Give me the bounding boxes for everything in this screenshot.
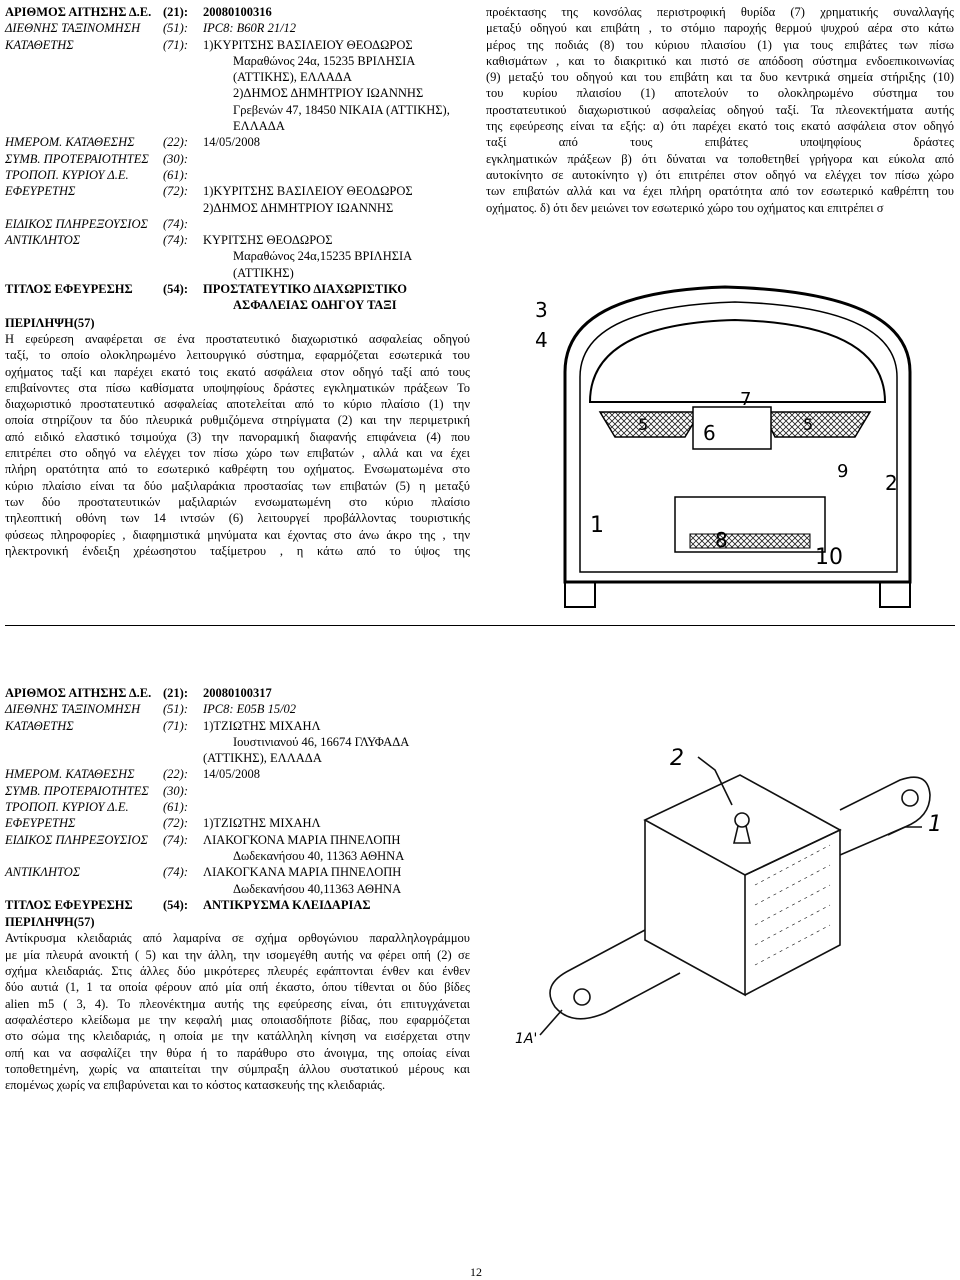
field-code: (30): bbox=[163, 783, 188, 798]
field-label: ΤΡΟΠΟΠ. ΚΥΡΙΟΥ Δ.Ε. bbox=[5, 167, 129, 182]
entry1-title-row bbox=[5, 281, 470, 297]
entry2-inventor-row bbox=[5, 815, 470, 831]
abstract-line: επομένως χωρίς να επιβαρύνεται και το κόστος κατασκευής της κλειδαριάς. bbox=[5, 1078, 386, 1093]
abstract-line: από ειδικό ελαστικό τσιμούχα (3) την πανοραμική διαφανής επιφάνεια (4) που bbox=[5, 429, 470, 444]
agent-address-line: Δωδεκανήσου 40, 11363 ΑΘΗΝΑ bbox=[233, 848, 405, 863]
field-label: ΤΙΤΛΟΣ ΕΦΕΥΡΕΣΗΣ bbox=[5, 282, 133, 297]
abstract-heading: ΠΕΡΙΛΗΨΗ(57) bbox=[5, 915, 95, 930]
application-number: 20080100317 bbox=[203, 686, 272, 700]
support-right bbox=[880, 582, 910, 607]
field-code: (30): bbox=[163, 151, 188, 166]
lock-strike-plate-drawing bbox=[510, 735, 950, 1045]
classification-value: IPC8: B60R 21/12 bbox=[203, 21, 297, 36]
abstract-line: οχήματος. δ) ότι δεν μειώνει τον εσωτερικό χώρο του οχήματος και επιτρέπει σ bbox=[486, 200, 884, 215]
entry1-agent-row bbox=[5, 216, 470, 232]
ear-hole-left bbox=[574, 989, 590, 1005]
entry2-rep-row bbox=[5, 864, 470, 880]
entry1-rep-row bbox=[5, 232, 470, 248]
field-label: ΣΥΜΒ. ΠΡΟΤΕΡΑΙΟΤΗΤΕΣ bbox=[5, 783, 149, 798]
abstract-line: προστατευτικού διαχωριστικού ασφαλείας οδηγού ταξί. Τα πλεονεκτήματα αυτής bbox=[486, 102, 954, 117]
representative-value: ΚΥΡΙΤΣΗΣ ΘΕΟΔΩΡΟΣ bbox=[203, 233, 333, 248]
field-label: ΣΥΜΒ. ΠΡΟΤΕΡΑΙΟΤΗΤΕΣ bbox=[5, 151, 149, 166]
inventor-value: 1)ΚΥΡΙΤΣΗΣ ΒΑΣΙΛΕΙΟΥ ΘΕΟΔΩΡΟΣ bbox=[203, 184, 413, 199]
ear-right bbox=[840, 777, 930, 855]
abstract-line: ασφαλέστερο κλείδωμα με την κεφαλή μιας οποιασδήποτε βίδας, που εφαρμόζεται bbox=[5, 1012, 470, 1027]
representative-line: (ΑΤΤΙΚΗΣ) bbox=[233, 265, 294, 280]
agent-value: ΛΙΑΚΟΓΚΟΝΑ ΜΑΡΙΑ ΠΗΝΕΛΟΠΗ bbox=[203, 832, 401, 847]
field-label: ΗΜΕΡΟΜ. ΚΑΤΑΘΕΣΗΣ bbox=[5, 135, 135, 150]
window-panel bbox=[590, 320, 885, 402]
applicant-address-line: Μαραθώνος 24α, 15235 ΒΡΙΛΗΣΙΑ bbox=[233, 53, 416, 68]
abstract-line: δύο αυτιά (1, 1 τα οποία φέρουν από μία οπή έκαστο, όπου τίθενται οι δύο βίδες bbox=[5, 980, 470, 995]
applicant-address-line: (ΑΤΤΙΚΗΣ), ΕΛΛΑΔΑ bbox=[203, 751, 322, 766]
entry1-applicant-row bbox=[5, 37, 470, 53]
application-number: 20080100316 bbox=[203, 5, 272, 19]
applicant-address-line: (ΑΤΤΙΚΗΣ), ΕΛΛΑΔΑ bbox=[233, 70, 352, 85]
abstract-line: μεταξύ οδηγού και επιβάτη , το στόμιο παροχής θερμού ψυχρού αέρα στο κάτω bbox=[486, 21, 954, 36]
field-code: (74): bbox=[163, 865, 188, 880]
field-code: (74): bbox=[163, 233, 188, 248]
applicant-value: 1)ΚΥΡΙΤΣΗΣ ΒΑΣΙΛΕΙΟΥ ΘΕΟΔΩΡΟΣ bbox=[203, 37, 413, 52]
support-left bbox=[565, 582, 595, 607]
cushion-left bbox=[600, 412, 700, 437]
field-label: ΔΙΕΘΝΗΣ ΤΑΞΙΝΟΜΗΣΗ bbox=[5, 21, 141, 36]
entry1-classification-row bbox=[5, 20, 470, 36]
filing-date: 14/05/2008 bbox=[203, 767, 260, 782]
abstract-line: επιβαίνοντες στα πίσω καθίσματα υποψηφίους δράστες εγκληματικών πράξεων Το bbox=[5, 380, 470, 395]
field-code: (21): bbox=[163, 5, 188, 19]
air-vent bbox=[690, 534, 810, 548]
invention-title-line: ΑΣΦΑΛΕΙΑΣ ΟΔΗΓΟΥ ΤΑΞΙ bbox=[233, 298, 397, 313]
abstract-line: Η εφεύρεση αναφέρεται σε ένα προστατευτικό διαχωριστικό ασφαλείας οδηγού bbox=[5, 331, 470, 346]
face-shading bbox=[755, 845, 830, 965]
abstract-line: ηλεκτρονική ένδειξη χρέωσηστου ταξίμετρου , η κάτω από το ύψος της bbox=[5, 543, 470, 558]
box-top-face bbox=[645, 775, 840, 875]
abstract-line: στο σώμα της κλειδαριάς, η οποία με την κατάλληλη κίνηση να εισέρχεται στην bbox=[5, 1029, 470, 1044]
abstract-line: του κυρίου πλαισίου (1) αποτελούν το ολοκληρωμένο σύστημα του bbox=[486, 86, 954, 101]
invention-title: ΑΝΤΙΚΡΥΣΜΑ ΚΛΕΙΔΑΡΙΑΣ bbox=[203, 897, 371, 912]
field-code: (51): bbox=[163, 21, 188, 36]
entry2-applicant-row bbox=[5, 718, 470, 734]
page-number: 12 bbox=[470, 1265, 482, 1279]
entry1-amend-row bbox=[5, 167, 470, 183]
ear-hole-right bbox=[902, 790, 918, 806]
entry2-agent-row bbox=[5, 832, 470, 848]
abstract-line: των δύο προστατευτικών μαξιλαριών ενσωματωμένη στο κύριο πλαίσιο bbox=[5, 494, 470, 509]
figure-label: 7 bbox=[740, 389, 752, 410]
entry2-title-row bbox=[5, 897, 470, 913]
entry2-number-row bbox=[5, 685, 470, 701]
inventor-value: 1)ΤΖΙΩΤΗΣ ΜΙΧΑΗΛ bbox=[203, 816, 321, 831]
abstract-line: καθισμάτων , και το διακριτικό και πιστό σε απόδοση σύστημα ενδοεπικοινωνίας bbox=[486, 53, 954, 68]
entry2-classification-row bbox=[5, 701, 470, 717]
entry1-inventor-row bbox=[5, 183, 470, 199]
field-label: ΕΦΕΥΡΕΤΗΣ bbox=[5, 816, 76, 831]
field-label: ΑΝΤΙΚΛΗΤΟΣ bbox=[5, 865, 81, 880]
entry1-priority-row bbox=[5, 151, 470, 167]
abstract-line: αυτοκίνητο σε αυτοκίνητο γ) ότι επιτρέπει στον οδηγό να ελέγχει τον πίσω χώρο bbox=[486, 167, 954, 182]
entry1-metadata bbox=[5, 4, 470, 559]
field-code: (71): bbox=[163, 37, 188, 52]
field-code: (54): bbox=[163, 282, 188, 297]
field-code: (72): bbox=[163, 816, 188, 831]
field-code: (61): bbox=[163, 167, 188, 182]
abstract-line: Αντίκρυσμα κλειδαριάς από λαμαρίνα σε σχήμα ορθογώνιου παραλληλογράμμου bbox=[5, 931, 470, 946]
figure-label: 5 bbox=[803, 415, 814, 434]
representative-line: Δωδεκανήσου 40,11363 ΑΘΗΝΑ bbox=[233, 881, 402, 896]
leader-line bbox=[540, 1010, 562, 1035]
box-side-face bbox=[745, 830, 840, 995]
figure-label: 2 bbox=[885, 471, 898, 495]
field-label: ΑΝΤΙΚΛΗΤΟΣ bbox=[5, 233, 81, 248]
entry1-number-row bbox=[5, 4, 470, 20]
field-code: (74): bbox=[163, 832, 188, 847]
abstract-line: διαχωριστικό προστατευτικό ασφαλείας αποτελείται από το κύριο πλαίσιο (1) την bbox=[5, 397, 470, 412]
abstract-line: τοποθετημένη, χωρίς να απαιτείται την σύμπραξη άλλου συστατικού μέρους και bbox=[5, 1061, 470, 1076]
leader-line bbox=[888, 827, 922, 835]
abstract-line: τηλεοπτική οθόνη των 14 ιντσών (6) λειτουργεί προβάλλοντας τουριστικής bbox=[5, 511, 470, 526]
figure-label: 5 bbox=[638, 415, 649, 434]
abstract-line: προέκτασης της κονσόλας περιστροφική θυρίδα (7) χρηματικής συναλλαγής bbox=[486, 5, 954, 19]
taxi-partition-drawing bbox=[525, 262, 945, 622]
box-front-face bbox=[645, 820, 745, 995]
representative-line: Μαραθώνος 24α,15235 ΒΡΙΛΗΣΙΑ bbox=[233, 249, 413, 264]
abstract-line: με μία πλευρά ανοικτή ( 5) και την άλλη, την ισομεγέθη αυτής να φέρει οπή (2) σε bbox=[5, 947, 470, 962]
applicant-address-line: Γρεβενών 47, 18450 ΝΙΚΑΙΑ (ΑΤΤΙΚΗΣ), bbox=[233, 102, 450, 117]
keyhole bbox=[735, 813, 749, 827]
abstract-line: φύσεως πληροφορίες , διαφημιστικά μηνύματα και έχοντας στο άνω άκρο της , την bbox=[5, 527, 470, 542]
field-code: (54): bbox=[163, 897, 188, 912]
abstract-line: (9) μεταξύ του οδηγού και του επιβάτη και τα δυο κεντρικά σημεία στήριξης (10) bbox=[486, 70, 954, 85]
figure-label: 1 bbox=[928, 812, 942, 837]
figure-label: 2 bbox=[670, 746, 684, 771]
entry2-priority-row bbox=[5, 783, 470, 799]
field-label: ΕΦΕΥΡΕΤΗΣ bbox=[5, 184, 76, 199]
cushion-right bbox=[763, 412, 870, 437]
abstract-line: μέρος της ποδιάς (8) του κύριου πλαισίου (1) για τους επιβάτες των πίσω bbox=[486, 37, 954, 52]
abstract-text bbox=[5, 930, 470, 1093]
figure-label: 9 bbox=[837, 461, 849, 482]
abstract-heading: ΠΕΡΙΛΗΨΗ(57) bbox=[5, 315, 95, 330]
representative-value: ΛΙΑΚΟΓΚΑΝΑ ΜΑΡΙΑ ΠΗΝΕΛΟΠΗ bbox=[203, 865, 402, 880]
field-label: ΚΑΤΑΘΕΤΗΣ bbox=[5, 718, 74, 733]
applicant-value: 1)ΤΖΙΩΤΗΣ ΜΙΧΑΗΛ bbox=[203, 718, 321, 733]
abstract-line: ταξί από τους επιβάτες υποψηφίους δράστες bbox=[486, 135, 954, 150]
field-label: ΤΙΤΛΟΣ ΕΦΕΥΡΕΣΗΣ bbox=[5, 897, 133, 912]
applicant-address-line: 2)ΔΗΜΟΣ ΔΗΜΗΤΡΙΟΥ ΙΩΑΝΝΗΣ bbox=[233, 86, 424, 101]
entry1-abstract-continuation bbox=[486, 4, 954, 216]
applicant-address-line: ΕΛΛΑΔΑ bbox=[233, 119, 285, 134]
figure-label: 1 bbox=[590, 513, 604, 538]
entry2-date-row bbox=[5, 766, 470, 782]
invention-title bbox=[203, 281, 470, 297]
field-label: ΕΙΔΙΚΟΣ ΠΛΗΡΕΞΟΥΣΙΟΣ bbox=[5, 832, 148, 847]
field-code: (22): bbox=[163, 135, 188, 150]
field-label: ΗΜΕΡΟΜ. ΚΑΤΑΘΕΣΗΣ bbox=[5, 767, 135, 782]
entry-divider bbox=[5, 625, 955, 626]
field-label: ΔΙΕΘΝΗΣ ΤΑΞΙΝΟΜΗΣΗ bbox=[5, 702, 141, 717]
abstract-line: εγκληματικών πράξεων β) ότι δύναται να τοποθετηθεί γρήγορα και εύκολα από bbox=[486, 151, 954, 166]
field-label: ΕΙΔΙΚΟΣ ΠΛΗΡΕΞΟΥΣΙΟΣ bbox=[5, 216, 148, 231]
entry2-metadata bbox=[5, 685, 470, 1093]
abstract-line: οπή και να ασφαλίζει την θύρα ή το παράθυρο στο άνοιγμα, της οποίας είναι bbox=[5, 1045, 470, 1060]
abstract-line: σχήμα κλειδαριάς. Στις άλλες δύο μικρότερες πλευρές εφάπτονται ένθεν και ένθεν bbox=[5, 964, 470, 979]
entry1-date-row bbox=[5, 134, 470, 150]
abstract-line: οποία στηρίζουν τα δύο πλευρικά ρυθμιζόμενα στηρίγματα (2) και την περιμετρική bbox=[5, 413, 470, 428]
ear-left bbox=[550, 930, 680, 1019]
field-label: ΑΡΙΘΜΟΣ ΑΙΤΗΣΗΣ Δ.Ε. bbox=[5, 686, 152, 700]
figure-label: 4 bbox=[535, 328, 548, 352]
figure-label: 6 bbox=[703, 421, 716, 445]
field-code: (74): bbox=[163, 216, 188, 231]
classification-value: IPC8: E05B 15/02 bbox=[203, 702, 297, 717]
figure-label: 3 bbox=[535, 298, 548, 322]
field-code: (21): bbox=[163, 686, 188, 700]
inventor-line: 2)ΔΗΜΟΣ ΔΗΜΗΤΡΙΟΥ ΙΩΑΝΝΗΣ bbox=[203, 200, 394, 215]
field-code: (51): bbox=[163, 702, 188, 717]
abstract-line: κύριο πλαίσιο είναι τα δύο μαξιλαράκια προστασίας των επιβατών (5) η μεταξύ bbox=[5, 478, 470, 493]
field-code: (72): bbox=[163, 184, 188, 199]
field-code: (22): bbox=[163, 767, 188, 782]
abstract-line: ταξί, το οποίο ολοκληρωμένο λειτουργικό σύστημα, εφαρμόζεται εσωτερικά του bbox=[5, 348, 470, 363]
abstract-line: πλήρη ορατότητα από το εσωτερικό καθρέφτη του οχήματος. Ενσωματωμένα στο bbox=[5, 462, 470, 477]
field-label: ΑΡΙΘΜΟΣ ΑΙΤΗΣΗΣ Δ.Ε. bbox=[5, 5, 152, 19]
field-label: ΚΑΤΑΘΕΤΗΣ bbox=[5, 37, 74, 52]
field-code: (61): bbox=[163, 800, 188, 815]
field-label: ΤΡΟΠΟΠ. ΚΥΡΙΟΥ Δ.Ε. bbox=[5, 800, 129, 815]
abstract-line: των επιβατών αλλά και να έχει πλήρη ορατότητα από τον εσωτερικό καθρέπτη του bbox=[486, 184, 954, 199]
abstract-text bbox=[5, 331, 470, 559]
figure-label: 8 bbox=[715, 528, 728, 552]
entry2-amend-row bbox=[5, 799, 470, 815]
title-line: ΠΡΟΣΤΑΤΕΥΤΙΚΟ ΔΙΑΧΩΡΙΣΤΙΚΟ bbox=[203, 282, 407, 297]
figure-label: 10 bbox=[815, 545, 843, 570]
field-code: (71): bbox=[163, 718, 188, 733]
abstract-line: επιτρέπει στο οδηγό να ελέγχει τον πίσω χώρο των επιβατών , αλλά και να έχει bbox=[5, 446, 470, 461]
abstract-line: οχήματος ταξί και παρέχει εκατό τοις εκατό ασφάλεια στον οδηγό ταξί από τους bbox=[5, 364, 470, 379]
filing-date: 14/05/2008 bbox=[203, 135, 260, 150]
applicant-address-line: Ιουστινιανού 46, 16674 ΓΛΥΦΑΔΑ bbox=[233, 734, 410, 749]
abstract-line: της εφεύρεσης είναι τα εξής: α) ότι παρέχει εκατό τοις εκατό ασφάλεια στον οδηγό bbox=[486, 119, 954, 134]
figure-label: 1A' bbox=[515, 1031, 538, 1045]
keyhole-slot bbox=[734, 826, 750, 843]
abstract-line: alien m5 ( 3, 4). Το πλεονέκτημα αυτής της εφεύρεσης είναι, ότι επιτυγχάνεται bbox=[5, 996, 470, 1011]
